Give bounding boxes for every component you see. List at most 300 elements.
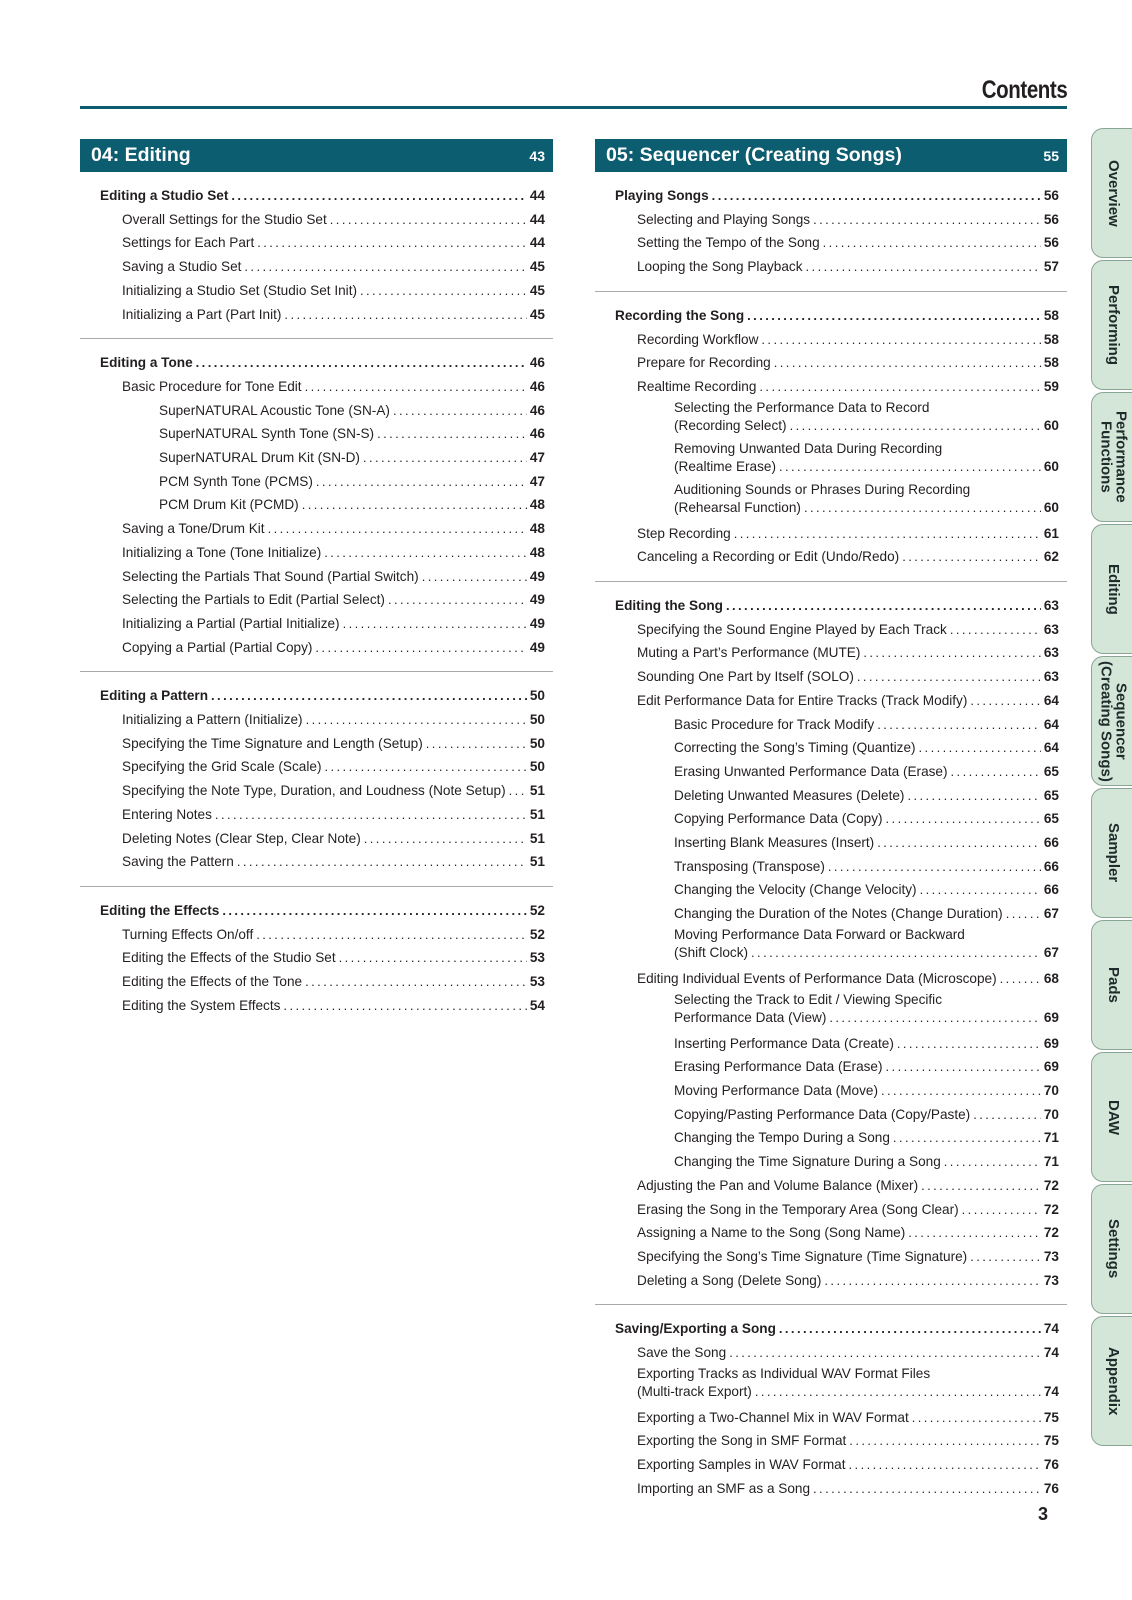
toc-entry-label: Edit Performance Data for Entire Tracks (Track Modify) xyxy=(637,692,968,708)
toc-entry-label-line1: Auditioning Sounds or Phrases During Recording xyxy=(674,481,971,497)
toc-entry-label: SuperNATURAL Acoustic Tone (SN-A) xyxy=(159,402,390,418)
toc-entry[interactable] xyxy=(595,1198,1059,1222)
chapter-title: 05: Sequencer (Creating Songs) xyxy=(606,144,902,166)
chapter-title: 04: Editing xyxy=(91,144,191,166)
toc-entry[interactable] xyxy=(80,994,545,1018)
toc-leader-dots xyxy=(324,541,527,565)
toc-leader-dots xyxy=(886,1055,1041,1079)
toc-leader-dots xyxy=(886,807,1041,831)
toc-entry-label: (Rehearsal Function) xyxy=(674,499,801,515)
toc-leader-dots xyxy=(824,1269,1040,1293)
toc-entry[interactable] xyxy=(595,375,1059,399)
toc-entry[interactable] xyxy=(80,899,545,923)
toc-entry-page: 63 xyxy=(1043,669,1059,685)
toc-leader-dots xyxy=(1006,902,1041,926)
toc-entry-label: Recording the Song xyxy=(615,307,745,323)
toc-entry-page: 58 xyxy=(1043,307,1059,323)
side-tab[interactable] xyxy=(1091,392,1132,522)
toc-leader-dots xyxy=(306,708,527,732)
toc-entry-label: Muting a Part’s Performance (MUTE) xyxy=(637,645,861,661)
page-number: 3 xyxy=(1038,1504,1049,1524)
toc-entry-label: (Realtime Erase) xyxy=(674,458,776,474)
toc-entry-page: 63 xyxy=(1043,621,1059,637)
toc-entry[interactable] xyxy=(595,208,1059,232)
toc-entry[interactable] xyxy=(595,618,1059,642)
toc-entry[interactable] xyxy=(80,541,545,565)
toc-entry-label: Settings for Each Part xyxy=(122,235,255,251)
toc-entry-label: Sounding One Part by Itself (SOLO) xyxy=(637,669,854,685)
toc-entry-label: Importing an SMF as a Song xyxy=(637,1480,811,1496)
toc-leader-dots xyxy=(237,850,527,874)
toc-entry-multiline[interactable] xyxy=(595,399,1067,435)
toc-entry[interactable] xyxy=(80,588,545,612)
toc-entry-page: 72 xyxy=(1043,1177,1059,1193)
toc-entry[interactable] xyxy=(595,967,1059,991)
chapter-bar[interactable] xyxy=(595,139,1067,172)
toc-leader-dots xyxy=(360,279,527,303)
toc-entry-page: 56 xyxy=(1043,188,1059,203)
toc-entry-page: 74 xyxy=(1043,1321,1059,1337)
toc-leader-dots xyxy=(877,831,1041,855)
toc-entry-page: 51 xyxy=(529,783,545,799)
side-tab-label: Pads xyxy=(1105,967,1122,1003)
toc-leader-dots xyxy=(244,255,526,279)
toc-entry-page: 65 xyxy=(1043,763,1059,779)
toc-entry[interactable] xyxy=(595,784,1059,808)
side-tab[interactable] xyxy=(1091,1184,1132,1314)
toc-entry-page: 57 xyxy=(1043,259,1059,275)
toc-entry-label-line1: Selecting the Performance Data to Record xyxy=(674,399,930,415)
toc-entry[interactable] xyxy=(595,1174,1059,1198)
toc-entry-label: Copying/Pasting Performance Data (Copy/Paste) xyxy=(674,1106,971,1122)
toc-entry-label: Changing the Velocity (Change Velocity) xyxy=(674,882,917,898)
toc-entry-label: Initializing a Part (Part Init) xyxy=(122,306,282,322)
toc-entry[interactable] xyxy=(595,1429,1059,1453)
toc-entry-label: Inserting Performance Data (Create) xyxy=(674,1035,894,1051)
toc-entry-label: Erasing Unwanted Performance Data (Erase) xyxy=(674,763,948,779)
toc-entry[interactable] xyxy=(595,1079,1059,1103)
toc-section xyxy=(80,338,553,671)
toc-leader-dots xyxy=(779,458,1041,476)
toc-entry-page: 44 xyxy=(529,211,545,227)
toc-entry-page: 64 xyxy=(1043,740,1059,756)
toc-entry-multiline[interactable] xyxy=(595,926,1067,962)
toc-leader-dots xyxy=(881,1079,1041,1103)
toc-leader-dots xyxy=(759,375,1040,399)
toc-entry[interactable] xyxy=(595,1245,1059,1269)
toc-entry[interactable] xyxy=(80,755,545,779)
toc-entry-page: 51 xyxy=(529,854,545,870)
toc-leader-dots xyxy=(315,636,526,660)
toc-entry[interactable] xyxy=(80,422,545,446)
toc-leader-dots xyxy=(779,1317,1041,1341)
toc-leader-dots xyxy=(196,351,527,375)
toc-entry[interactable] xyxy=(80,612,545,636)
side-tab-label: Settings xyxy=(1105,1219,1122,1279)
toc-entry-label: Basic Procedure for Track Modify xyxy=(674,716,875,732)
toc-entry[interactable] xyxy=(80,923,545,947)
chapter-page: 43 xyxy=(529,147,545,164)
toc-entry-multiline[interactable] xyxy=(595,481,1067,517)
toc-entry-page: 46 xyxy=(529,355,545,371)
toc-leader-dots xyxy=(305,375,527,399)
toc-entry-label: (Multi-track Export) xyxy=(637,1383,752,1399)
toc-entry-label: Copying a Partial (Partial Copy) xyxy=(122,639,313,655)
toc-entry-page: 48 xyxy=(529,521,545,537)
toc-leader-dots xyxy=(829,1009,1041,1027)
toc-entry[interactable] xyxy=(80,375,545,399)
toc-entry-label: Adjusting the Pan and Volume Balance (Mixer) xyxy=(637,1177,919,1193)
toc-entry-label: Entering Notes xyxy=(122,806,212,822)
toc-entry-page: 75 xyxy=(1043,1409,1059,1425)
side-tab-label: Sequencer (Creating Songs) xyxy=(1097,660,1130,782)
toc-entry-page: 51 xyxy=(529,806,545,822)
toc-entry xyxy=(637,1383,1059,1401)
toc-entry-label: Basic Procedure for Tone Edit xyxy=(122,378,302,394)
toc-entry-page: 67 xyxy=(1043,944,1059,960)
toc-leader-dots xyxy=(302,493,527,517)
toc-entry-page: 56 xyxy=(1043,235,1059,251)
toc-entry xyxy=(674,417,1059,435)
toc-entry-page: 54 xyxy=(529,997,545,1013)
toc-entry[interactable] xyxy=(595,1406,1059,1430)
chapter-bar[interactable] xyxy=(80,139,553,172)
toc-section xyxy=(595,184,1067,291)
toc-entry-page: 44 xyxy=(529,235,545,251)
toc-entry[interactable] xyxy=(595,255,1059,279)
toc-list xyxy=(595,184,1067,1513)
toc-entry-label: Changing the Duration of the Notes (Change Duration) xyxy=(674,906,1003,922)
toc-entry[interactable] xyxy=(595,641,1059,665)
toc-entry-label: SuperNATURAL Drum Kit (SN-D) xyxy=(159,450,360,466)
toc-leader-dots xyxy=(950,618,1041,642)
toc-entry[interactable] xyxy=(595,304,1059,328)
toc-leader-dots xyxy=(912,1406,1041,1430)
toc-entry-page: 60 xyxy=(1043,417,1059,433)
toc-entry-label: Editing Individual Events of Performance Data (Microscope) xyxy=(637,970,997,986)
toc-entry-label: Inserting Blank Measures (Insert) xyxy=(674,835,875,851)
toc-entry[interactable] xyxy=(80,351,545,375)
toc-entry[interactable] xyxy=(595,1317,1059,1341)
toc-entry-page: 66 xyxy=(1043,835,1059,851)
toc-column-right xyxy=(595,139,1067,1513)
toc-entry xyxy=(674,1009,1059,1027)
toc-entry-page: 48 xyxy=(529,497,545,513)
toc-entry-page: 52 xyxy=(529,926,545,942)
toc-list xyxy=(80,184,553,1030)
toc-leader-dots xyxy=(920,878,1041,902)
side-tab-label: Overview xyxy=(1105,159,1122,227)
toc-entry-label: Editing the Effects xyxy=(100,902,220,918)
toc-entry-label: Copying Performance Data (Copy) xyxy=(674,811,883,827)
toc-entry-label: Initializing a Pattern (Initialize) xyxy=(122,712,303,728)
toc-entry-page: 49 xyxy=(529,568,545,584)
toc-entry[interactable] xyxy=(595,1221,1059,1245)
toc-entry[interactable] xyxy=(595,1150,1059,1174)
toc-section xyxy=(80,671,553,886)
toc-entry-page: 66 xyxy=(1043,858,1059,874)
toc-leader-dots xyxy=(215,803,527,827)
side-tab[interactable] xyxy=(1091,128,1132,258)
toc-entry-page: 73 xyxy=(1043,1272,1059,1288)
side-tab[interactable] xyxy=(1091,656,1132,786)
toc-entry[interactable] xyxy=(595,689,1059,713)
toc-entry-page: 50 xyxy=(529,688,545,704)
toc-entry-label: Editing the System Effects xyxy=(122,997,281,1013)
toc-leader-dots xyxy=(1000,967,1041,991)
toc-leader-dots xyxy=(305,970,527,994)
toc-entry-page: 51 xyxy=(529,830,545,846)
toc-section xyxy=(595,1304,1067,1512)
toc-entry-label-line1: Removing Unwanted Data During Recording xyxy=(674,440,943,456)
toc-entry-page: 58 xyxy=(1043,355,1059,371)
toc-entry-page: 44 xyxy=(529,188,545,203)
toc-entry-label: Overall Settings for the Studio Set xyxy=(122,211,327,227)
toc-leader-dots xyxy=(324,755,526,779)
toc-leader-dots xyxy=(970,1245,1041,1269)
toc-entry-page: 75 xyxy=(1043,1433,1059,1449)
toc-entry[interactable] xyxy=(595,545,1059,569)
toc-entry-page: 53 xyxy=(529,950,545,966)
toc-entry-page: 60 xyxy=(1043,499,1059,515)
toc-entry-label: Turning Effects On/off xyxy=(122,926,254,942)
toc-entry[interactable] xyxy=(595,902,1059,926)
toc-entry-page: 64 xyxy=(1043,692,1059,708)
toc-entry[interactable] xyxy=(80,470,545,494)
toc-leader-dots xyxy=(388,588,527,612)
side-tab[interactable] xyxy=(1091,260,1132,390)
toc-entry-label: Specifying the Note Type, Duration, and Loudness (Note Setup) xyxy=(122,783,506,799)
toc-entry[interactable] xyxy=(80,970,545,994)
toc-entry-label: Selecting the Partials to Edit (Partial Select) xyxy=(122,592,385,608)
toc-entry[interactable] xyxy=(80,803,545,827)
toc-entry-page: 56 xyxy=(1043,211,1059,227)
toc-entry[interactable] xyxy=(595,522,1059,546)
toc-entry[interactable] xyxy=(595,736,1059,760)
toc-entry-page: 49 xyxy=(529,615,545,631)
toc-leader-dots xyxy=(509,779,527,803)
toc-entry-multiline[interactable] xyxy=(595,991,1067,1027)
toc-entry[interactable] xyxy=(595,351,1059,375)
toc-leader-dots xyxy=(751,944,1041,962)
toc-leader-dots xyxy=(897,1032,1041,1056)
toc-entry[interactable] xyxy=(80,946,545,970)
toc-entry xyxy=(674,944,1059,962)
toc-entry[interactable] xyxy=(595,665,1059,689)
toc-entry[interactable] xyxy=(80,446,545,470)
side-tab-label: Performing xyxy=(1105,284,1122,365)
toc-entry[interactable] xyxy=(80,255,545,279)
toc-entry-label: Erasing Performance Data (Erase) xyxy=(674,1059,883,1075)
toc-entry-label: Initializing a Tone (Tone Initialize) xyxy=(122,544,322,560)
toc-entry[interactable] xyxy=(595,1453,1059,1477)
toc-entry-multiline[interactable] xyxy=(595,440,1067,476)
toc-entry-label: Assigning a Name to the Song (Song Name) xyxy=(637,1225,906,1241)
toc-entry[interactable] xyxy=(80,636,545,660)
toc-entry-page: 45 xyxy=(529,259,545,275)
toc-entry[interactable] xyxy=(595,1032,1059,1056)
toc-entry-page: 72 xyxy=(1043,1201,1059,1217)
toc-entry-label: Saving/Exporting a Song xyxy=(615,1321,776,1337)
toc-entry[interactable] xyxy=(595,807,1059,831)
toc-entry-page: 73 xyxy=(1043,1248,1059,1264)
toc-entry-page: 76 xyxy=(1043,1480,1059,1496)
toc-entry-page: 70 xyxy=(1043,1106,1059,1122)
toc-entry[interactable] xyxy=(80,208,545,232)
toc-entry-page: 74 xyxy=(1043,1383,1059,1399)
toc-leader-dots xyxy=(393,399,527,423)
toc-leader-dots xyxy=(343,612,527,636)
toc-entry-label: Exporting a Two-Channel Mix in WAV Format xyxy=(637,1409,909,1425)
toc-leader-dots xyxy=(849,1429,1041,1453)
toc-entry[interactable] xyxy=(80,303,545,327)
toc-entry[interactable] xyxy=(595,878,1059,902)
toc-leader-dots xyxy=(283,994,526,1018)
side-tab[interactable] xyxy=(1091,1052,1132,1182)
toc-entry[interactable] xyxy=(80,399,545,423)
toc-entry-label: Editing the Effects of the Studio Set xyxy=(122,950,336,966)
toc-entry[interactable] xyxy=(595,594,1059,618)
toc-entry[interactable] xyxy=(595,1341,1059,1365)
toc-entry-label: Exporting Samples in WAV Format xyxy=(637,1457,846,1473)
toc-leader-dots xyxy=(377,422,527,446)
toc-entry[interactable] xyxy=(80,827,545,851)
toc-entry-label: Deleting Notes (Clear Step, Clear Note) xyxy=(122,830,361,846)
toc-entry-label: Setting the Tempo of the Song xyxy=(637,235,820,251)
toc-entry-page: 63 xyxy=(1043,598,1059,614)
toc-entry[interactable] xyxy=(80,850,545,874)
toc-entry-page: 52 xyxy=(529,902,545,918)
toc-leader-dots xyxy=(755,1383,1041,1401)
toc-entry-label: Specifying the Grid Scale (Scale) xyxy=(122,759,322,775)
toc-entry[interactable] xyxy=(80,732,545,756)
toc-section xyxy=(595,581,1067,1304)
toc-entry[interactable] xyxy=(80,517,545,541)
toc-leader-dots xyxy=(804,499,1041,517)
toc-entry-page: 46 xyxy=(529,426,545,442)
toc-leader-dots xyxy=(973,1103,1041,1127)
side-tab[interactable] xyxy=(1091,1316,1132,1446)
toc-entry-page: 61 xyxy=(1043,525,1059,541)
side-tab[interactable] xyxy=(1091,524,1132,654)
toc-entry-page: 68 xyxy=(1043,970,1059,986)
toc-entry-label: Deleting a Song (Delete Song) xyxy=(637,1272,822,1288)
toc-entry-label: Saving a Tone/Drum Kit xyxy=(122,521,265,537)
toc-section xyxy=(80,184,553,338)
toc-entry[interactable] xyxy=(595,760,1059,784)
toc-leader-dots xyxy=(951,760,1041,784)
toc-leader-dots xyxy=(257,231,527,255)
toc-entry-label: Step Recording xyxy=(637,525,731,541)
toc-section xyxy=(80,886,553,1030)
toc-entry-label: Recording Workflow xyxy=(637,331,759,347)
toc-entry[interactable] xyxy=(80,779,545,803)
toc-entry-label: Exporting the Song in SMF Format xyxy=(637,1433,847,1449)
toc-entry-page: 69 xyxy=(1043,1035,1059,1051)
toc-leader-dots xyxy=(970,689,1041,713)
toc-entry-label: Specifying the Song’s Time Signature (Time Signature) xyxy=(637,1248,968,1264)
toc-entry-page: 47 xyxy=(529,473,545,489)
toc-entry-label: Editing a Pattern xyxy=(100,688,209,704)
toc-entry[interactable] xyxy=(80,279,545,303)
toc-entry-label: Initializing a Studio Set (Studio Set Init) xyxy=(122,282,357,298)
toc-leader-dots xyxy=(813,208,1041,232)
toc-entry-label: Erasing the Song in the Temporary Area (Song Clear) xyxy=(637,1201,959,1217)
toc-entry[interactable] xyxy=(80,708,545,732)
toc-leader-dots xyxy=(222,899,527,923)
toc-entry-page: 62 xyxy=(1043,549,1059,565)
toc-entry[interactable] xyxy=(80,184,545,208)
toc-entry-page: 58 xyxy=(1043,331,1059,347)
toc-entry-page: 74 xyxy=(1043,1345,1059,1361)
toc-entry-label: Saving a Studio Set xyxy=(122,259,242,275)
toc-leader-dots xyxy=(712,184,1041,208)
toc-entry[interactable] xyxy=(595,831,1059,855)
toc-leader-dots xyxy=(823,231,1041,255)
toc-entry[interactable] xyxy=(595,855,1059,879)
toc-leader-dots xyxy=(211,684,527,708)
toc-entry[interactable] xyxy=(595,1055,1059,1079)
toc-entry-label: Moving Performance Data (Move) xyxy=(674,1082,878,1098)
toc-entry-label: Prepare for Recording xyxy=(637,355,771,371)
side-tab-label: Performance Functions xyxy=(1097,411,1130,503)
toc-entry-label: Editing the Effects of the Tone xyxy=(122,974,303,990)
toc-leader-dots xyxy=(849,1453,1041,1477)
toc-entry[interactable] xyxy=(595,1103,1059,1127)
toc-entry-label-line1: Moving Performance Data Forward or Backward xyxy=(674,926,965,942)
toc-leader-dots xyxy=(726,594,1041,618)
toc-entry[interactable] xyxy=(595,713,1059,737)
header-rule xyxy=(80,106,1067,109)
toc-entry-label: Playing Songs xyxy=(615,188,709,203)
toc-entry[interactable] xyxy=(595,328,1059,352)
toc-leader-dots xyxy=(231,184,526,208)
toc-leader-dots xyxy=(902,545,1041,569)
toc-entry[interactable] xyxy=(80,684,545,708)
chapter-page: 55 xyxy=(1043,147,1059,164)
toc-leader-dots xyxy=(284,303,526,327)
toc-entry-label-line1: Selecting the Track to Edit / Viewing Specific xyxy=(674,991,942,1007)
side-tab[interactable] xyxy=(1091,920,1132,1050)
toc-entry[interactable] xyxy=(595,231,1059,255)
toc-entry-page: 46 xyxy=(529,378,545,394)
toc-leader-dots xyxy=(316,470,527,494)
toc-entry-page: 46 xyxy=(529,402,545,418)
toc-entry-label: Selecting and Playing Songs xyxy=(637,211,811,227)
toc-entry[interactable] xyxy=(595,1126,1059,1150)
toc-entry-label: Performance Data (View) xyxy=(674,1009,827,1025)
toc-entry-label: (Shift Clock) xyxy=(674,944,749,960)
toc-entry-label: Looping the Song Playback xyxy=(637,259,803,275)
toc-entry xyxy=(674,458,1059,476)
toc-entry-page: 64 xyxy=(1043,716,1059,732)
toc-entry-label: (Recording Select) xyxy=(674,417,787,433)
toc-entry[interactable] xyxy=(595,1269,1059,1293)
toc-entry[interactable] xyxy=(80,565,545,589)
toc-entry-multiline[interactable] xyxy=(595,1365,1067,1401)
toc-entry-page: 67 xyxy=(1043,906,1059,922)
toc-section xyxy=(595,291,1067,581)
toc-entry-page: 69 xyxy=(1043,1059,1059,1075)
side-tab[interactable] xyxy=(1091,788,1132,918)
toc-entry[interactable] xyxy=(595,184,1059,208)
toc-entry-label: Editing a Tone xyxy=(100,355,193,371)
toc-entry-page: 48 xyxy=(529,544,545,560)
toc-entry[interactable] xyxy=(595,1477,1059,1501)
toc-entry[interactable] xyxy=(80,231,545,255)
toc-entry[interactable] xyxy=(80,493,545,517)
toc-leader-dots xyxy=(806,255,1041,279)
